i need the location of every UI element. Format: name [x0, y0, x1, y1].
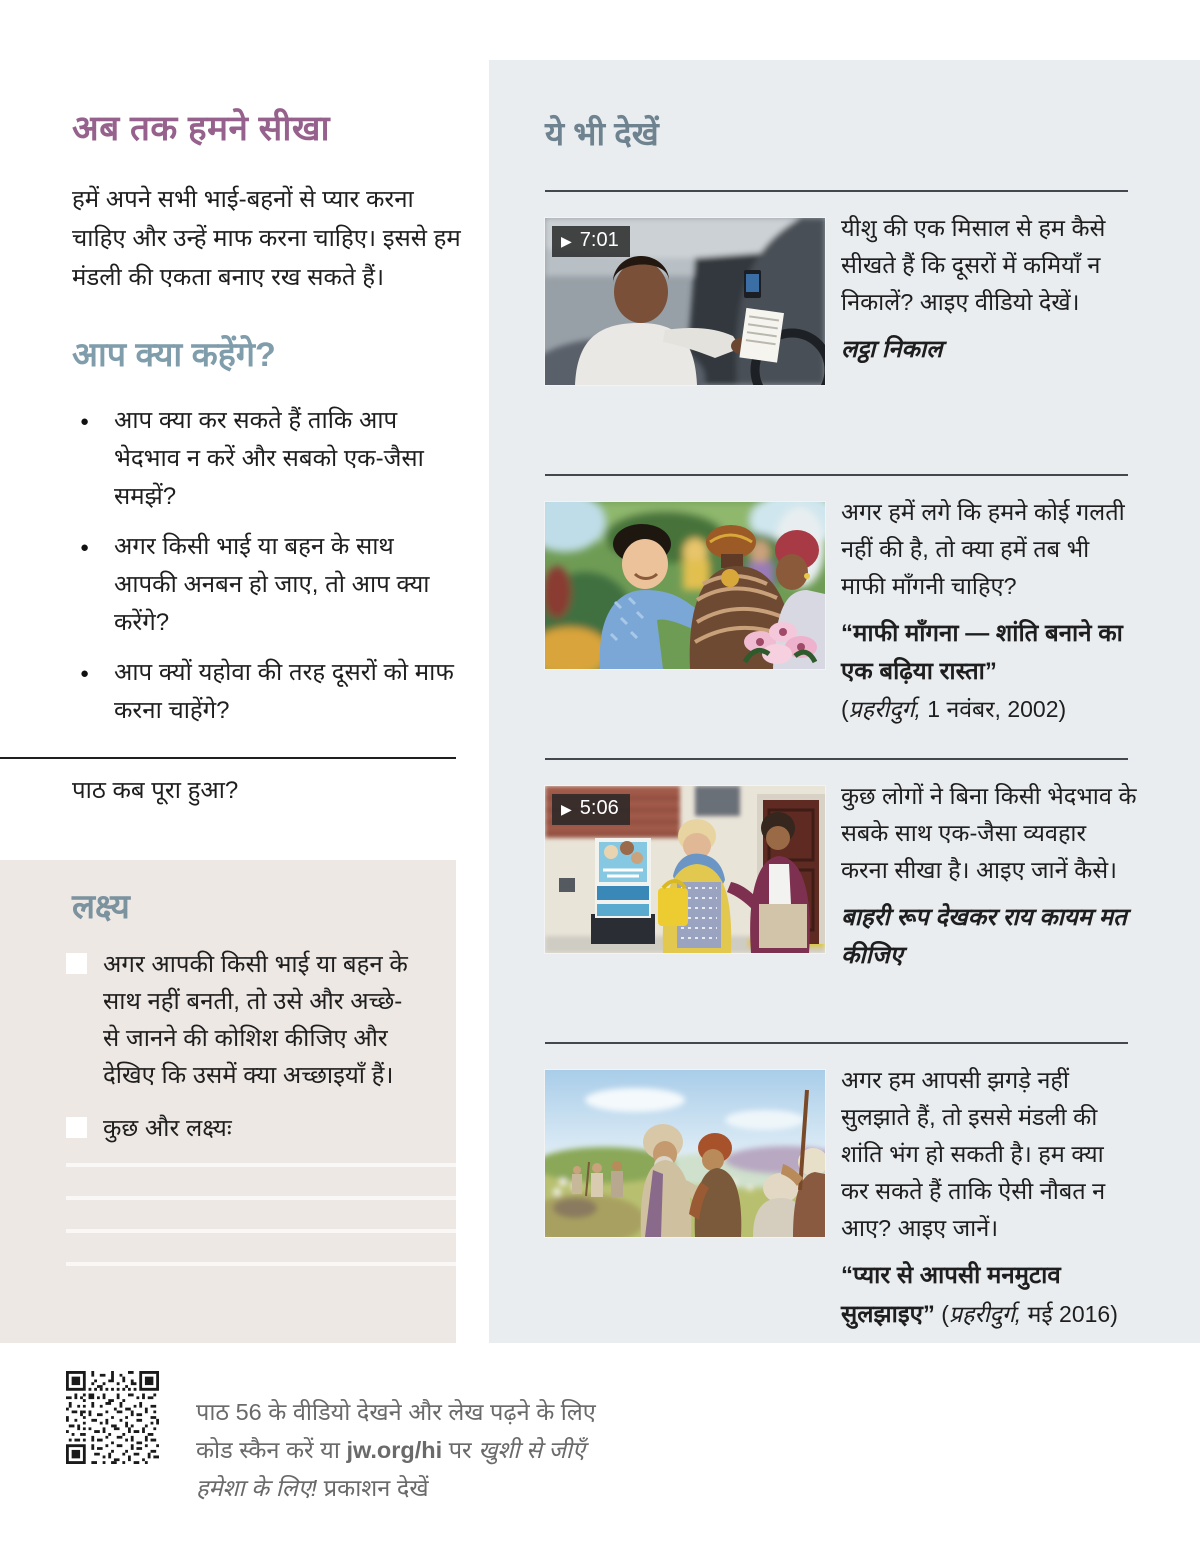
thumbnail-art-bible-scene: [545, 1070, 825, 1237]
article-title: “प्यार से आपसी मनमुटाव सुलझाइए”: [841, 1262, 1061, 1328]
article-title-link[interactable]: [841, 1257, 1137, 1334]
item-description: यीशु की एक मिसाल से हम कैसे सीखते हैं कि दूसरों में कमियाँ न निकालें? आइए वीडियो देखें।: [841, 215, 1106, 315]
play-icon: ▶: [561, 800, 572, 817]
video-duration: 7:01: [579, 229, 619, 251]
questions-list: [72, 402, 458, 742]
video-duration-badge: [552, 794, 630, 825]
footer-text-part: पर: [442, 1437, 479, 1463]
see-also-heading: ये भी देखें: [545, 115, 659, 152]
publication-title: खुशी से जीएँ: [478, 1437, 585, 1463]
lesson-completed-question: पाठ कब पूरा हुआ?: [72, 777, 239, 804]
writing-line[interactable]: [66, 1196, 456, 1200]
item-description: अगर हम आपसी झगड़े नहीं सुलझाते हैं, तो इससे मंडली की शांति भंग हो सकती है। हम क्या कर सकते हैं ताकि ऐसी नौबत न आए? आइए जानें।: [841, 1067, 1106, 1241]
publication-title: हमेशा के लिए!: [196, 1475, 318, 1501]
goal-writing-lines: [66, 1163, 456, 1295]
see-also-panel: [489, 60, 1200, 1343]
article-citation: [841, 691, 1137, 728]
questions-heading: आप क्या कहेंगे?: [72, 336, 276, 374]
item-divider: [545, 1042, 1128, 1044]
goal-item: [66, 946, 415, 1094]
citation-date: मई 2016): [1021, 1301, 1118, 1327]
footer-instructions: [196, 1393, 696, 1507]
video-duration-badge: [552, 226, 630, 257]
item-divider: [545, 758, 1128, 760]
item-description: कुछ लोगों ने बिना किसी भेदभाव के सबके साथ एक-जैसा व्यवहार करना सीखा है। आइए जानें कैसे।: [841, 783, 1137, 883]
citation-source: प्रहरीदुर्ग,: [848, 696, 921, 722]
citation-date: 1 नवंबर, 2002): [920, 696, 1067, 722]
video-thumbnail-man-in-car[interactable]: [545, 218, 825, 385]
question-item: ● आप क्यों यहोवा की तरह दूसरों को माफ करना चाहेंगे?: [72, 654, 458, 730]
section-divider: [0, 757, 456, 759]
footer-line-2: [196, 1431, 696, 1469]
qr-code: [66, 1371, 159, 1464]
checkbox-icon[interactable]: [66, 1117, 87, 1138]
video-duration: 5:06: [579, 797, 619, 819]
see-also-item-text: [841, 494, 1137, 728]
jw-org-link[interactable]: jw.org/hi: [346, 1437, 443, 1463]
writing-line[interactable]: [66, 1262, 456, 1266]
video-title-link[interactable]: बाहरी रूप देखकर राय कायम मत कीजिए: [841, 904, 1127, 969]
writing-line[interactable]: [66, 1163, 456, 1167]
article-image-paradise-greeting: [545, 502, 825, 669]
checkbox-icon[interactable]: [66, 953, 87, 974]
article-title-link[interactable]: “माफी माँगना — शांति बनाने का एक बढ़िया रास्ता”: [841, 620, 1123, 685]
item-description: अगर हमें लगे कि हमने कोई गलती नहीं की है, तो क्या हमें तब भी माफी माँगनी चाहिए?: [841, 499, 1125, 599]
item-divider: [545, 474, 1128, 476]
learned-summary: हमें अपने सभी भाई-बहनों से प्यार करना चाहिए और उन्हें माफ करना चाहिए। इससे हम मंडली की एकता बनाए रख सकते हैं।: [72, 186, 461, 291]
writing-line[interactable]: [66, 1229, 456, 1233]
item-divider: [545, 190, 1128, 192]
see-also-item-text: [841, 778, 1137, 975]
goal-heading: लक्ष्य: [72, 888, 130, 926]
goal-item-text: कुछ और लक्ष्यः: [103, 1115, 232, 1142]
video-thumbnail-two-women[interactable]: [545, 786, 825, 953]
thumbnail-art-paradise: [545, 502, 825, 669]
citation-open: (: [934, 1301, 949, 1327]
play-icon: ▶: [561, 232, 572, 249]
goal-item: [66, 1110, 415, 1147]
citation-open: (: [841, 696, 849, 722]
see-also-item-text: [841, 1062, 1137, 1334]
footer-text-part: प्रकाशन देखें: [317, 1475, 429, 1501]
learned-heading: अब तक हमने सीखा: [72, 109, 331, 148]
footer-line-1: पाठ 56 के वीडियो देखने और लेख पढ़ने के लिए: [196, 1399, 596, 1425]
article-image-bible-scene: [545, 1070, 825, 1237]
see-also-item-text: [841, 210, 1137, 369]
goal-box: [0, 860, 456, 1343]
article-citation: [935, 1301, 1118, 1327]
footer-text-part: कोड स्कैन करें या: [196, 1437, 347, 1463]
question-item: ● आप क्या कर सकते हैं ताकि आप भेदभाव न करें और सबको एक-जैसा समझें?: [72, 402, 458, 516]
question-item: ● अगर किसी भाई या बहन के साथ आपकी अनबन हो जाए, तो आप क्या करेंगे?: [72, 528, 458, 642]
goal-item-text: अगर आपकी किसी भाई या बहन के साथ नहीं बनती, तो उसे और अच्छे-से जानने की कोशिश कीजिए और देखिए कि उसमें क्या अच्छाइयाँ हैं।: [103, 951, 408, 1089]
citation-source: प्रहरीदुर्ग,: [948, 1301, 1022, 1327]
video-title-link[interactable]: लट्ठा निकाल: [841, 336, 943, 363]
footer-line-3: [196, 1469, 696, 1507]
